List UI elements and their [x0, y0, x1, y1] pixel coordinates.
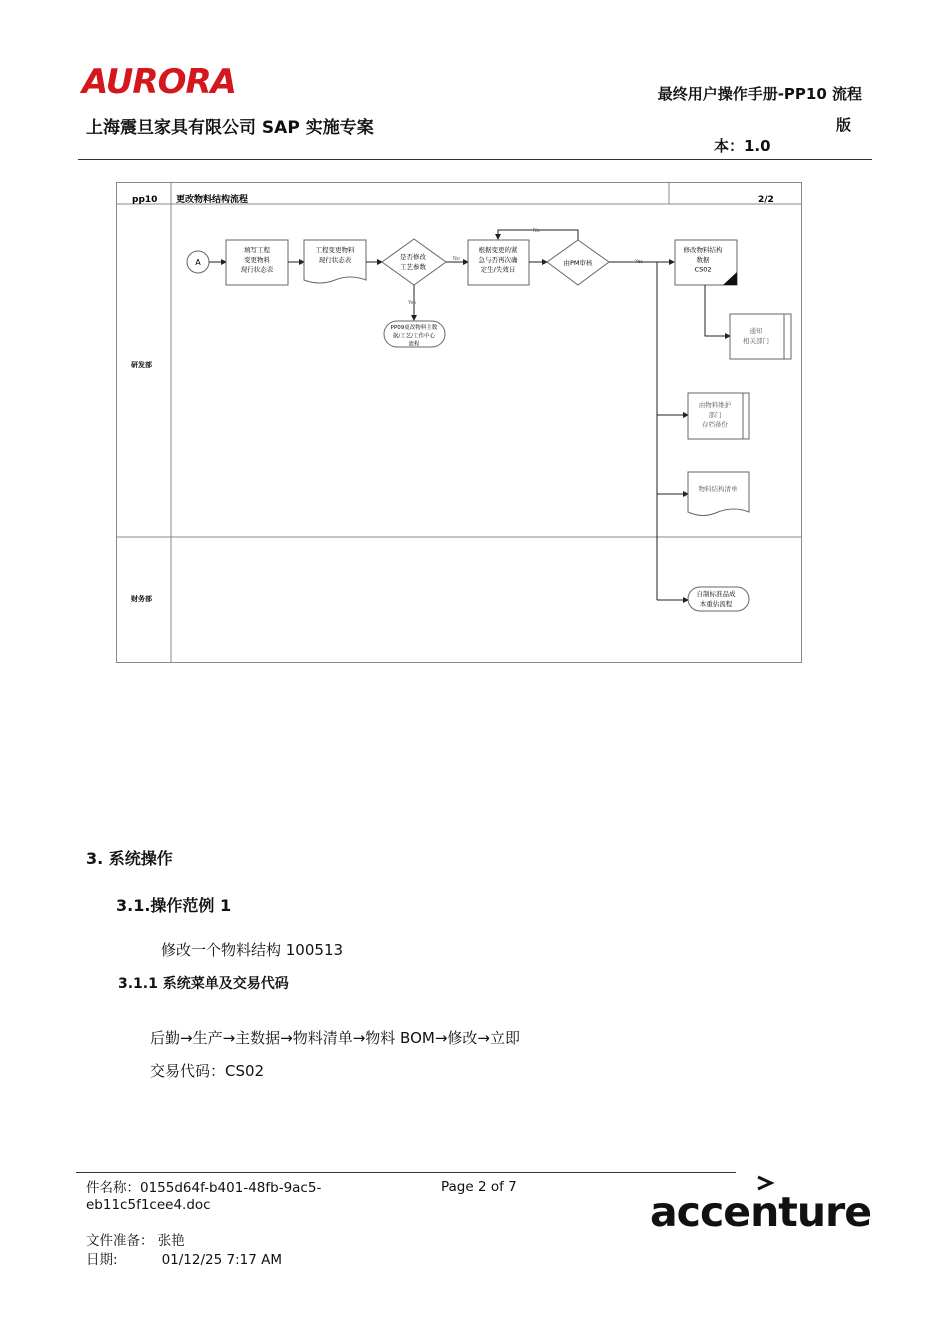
- version-label-part2: 本：1.0: [714, 137, 771, 155]
- node-notify-label: 通知相关部门: [743, 327, 769, 345]
- date-value: 01/12/25 7:17 AM: [161, 1252, 282, 1268]
- node-pp09-flow-label: PP09更改物料主数据/工艺/工作中心流程: [390, 325, 438, 348]
- svg-text:Yes: Yes: [635, 259, 644, 265]
- node-change-doc-label: 工程变更物料现行状态表: [315, 246, 355, 264]
- node-decision-process-label: 是否修改工艺参数: [400, 253, 426, 271]
- svg-text:A: A: [195, 258, 201, 267]
- header-divider: [78, 159, 872, 160]
- section-3-1-1-heading: 3.1.1 系统菜单及交易代码: [118, 976, 289, 992]
- footer-date: [86, 1252, 282, 1269]
- aurora-logo: AURORA: [82, 62, 236, 102]
- lane-rd: 研发部: [131, 361, 152, 369]
- version-label-part1: 版: [836, 116, 852, 134]
- lane-finance: 财务部: [131, 595, 152, 603]
- footer-prepared: [86, 1233, 185, 1250]
- footer-page-number: Page 2 of 7: [441, 1179, 517, 1195]
- node-bom-list: [688, 472, 749, 516]
- node-cost-flow-label: 自制标准品成本重估流程: [696, 590, 736, 608]
- transaction-code: 交易代码：CS02: [150, 1062, 265, 1080]
- example-description: 修改一个物料结构 100513: [161, 941, 344, 959]
- node-decide-date-label: 根据变更的紧急与否再次确定生/失效日: [478, 246, 518, 274]
- flow-page: 2/2: [758, 195, 774, 205]
- svg-text:Yes: Yes: [408, 300, 417, 306]
- manual-title: 最终用户操作手册-PP10 流程: [657, 85, 862, 103]
- node-pm-review-label: 由PM审核: [563, 259, 593, 267]
- node-modify-bom-label: 修改物料结构数据 CS02: [683, 246, 723, 274]
- flow-title: 更改物料结构流程: [176, 195, 249, 205]
- date-label: 日期:: [86, 1252, 118, 1268]
- company-name: 上海震旦家具有限公司 SAP 实施专案: [86, 118, 374, 138]
- accenture-logo: accenture: [650, 1188, 872, 1236]
- svg-text:No: No: [453, 256, 460, 262]
- process-flowchart: [116, 182, 802, 663]
- svg-text:No: No: [533, 228, 540, 234]
- footer-divider: [76, 1172, 736, 1173]
- prepared-label: 文件准备：: [86, 1233, 154, 1249]
- flow-code: pp10: [132, 195, 158, 205]
- menu-path: 后勤→生产→主数据→物料清单→物料 BOM→修改→立即: [150, 1029, 520, 1047]
- prepared-by: 张艳: [157, 1233, 185, 1249]
- node-fill-change-label: 填写工程变更物料现行状态表: [240, 246, 274, 274]
- section-3-1-heading: 3.1.操作范例 1: [116, 896, 232, 915]
- footer-file-name: 件名称：0155d64f-b401-48fb-9ac5-eb11c5f1cee4.doc: [86, 1180, 322, 1213]
- section-3-heading: 3. 系统操作: [86, 849, 173, 868]
- node-bom-list-label: 物料结构清单: [698, 485, 738, 493]
- node-archive-label: 由物料维护部门存档备份: [698, 401, 732, 429]
